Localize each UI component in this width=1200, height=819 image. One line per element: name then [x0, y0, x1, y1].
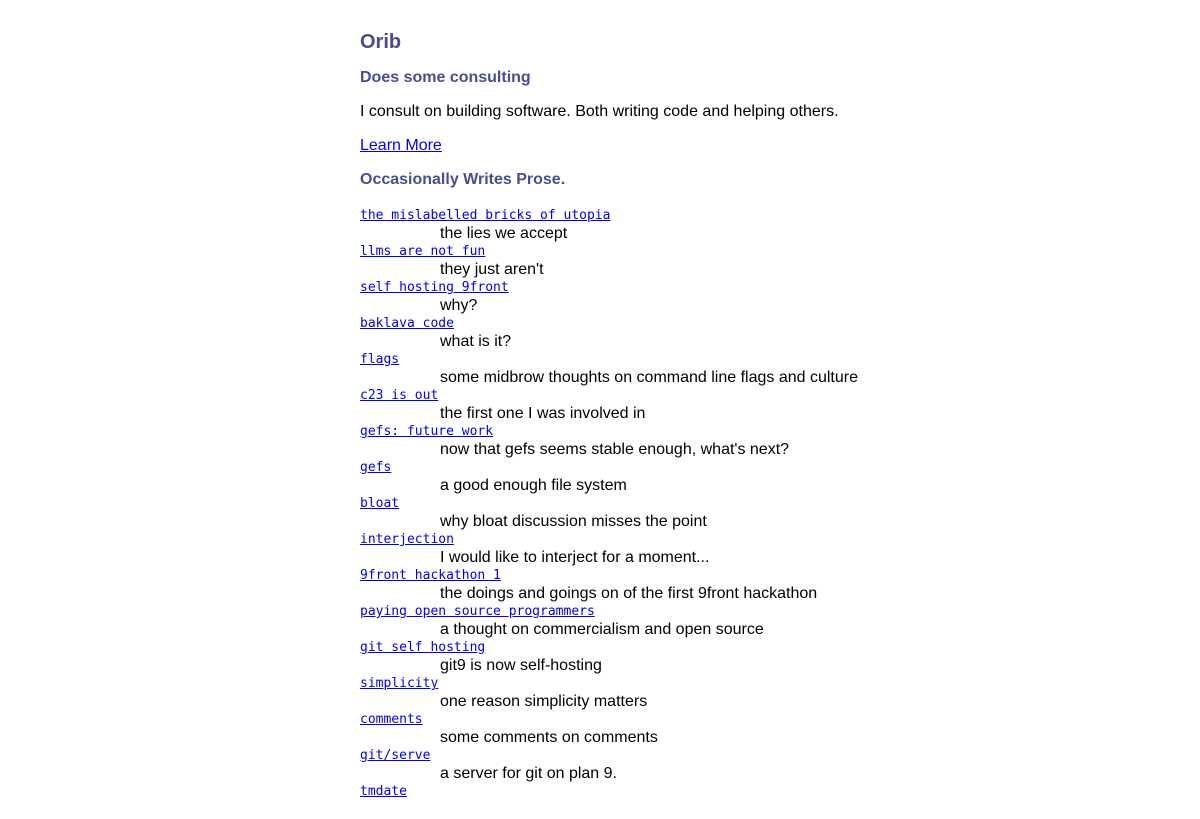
post-description: the lies we accept	[440, 225, 568, 242]
post-description: git9 is now self-hosting	[440, 657, 602, 674]
post-description: why bloat discussion misses the point	[440, 513, 707, 530]
post-title-link[interactable]: bloat	[360, 496, 400, 511]
post-title-link[interactable]: llms are not fun	[360, 244, 486, 259]
post-title-link[interactable]: gefs: future work	[360, 424, 494, 439]
prose-heading: Occasionally Writes Prose.	[360, 171, 566, 188]
post-title-link[interactable]: git/serve	[360, 748, 431, 763]
post-description: they just aren't	[440, 261, 544, 278]
post-description: the first one I was involved in	[440, 405, 646, 422]
post-description: some midbrow thoughts on command line flags and culture	[440, 369, 858, 386]
post-title-link[interactable]: comments	[360, 712, 423, 727]
post-description: a good enough file system	[440, 477, 627, 494]
post-title-link[interactable]: tmdate	[360, 784, 407, 799]
post-title-link[interactable]: paying open source programmers	[360, 604, 595, 619]
post-title-link[interactable]: 9front hackathon 1	[360, 568, 501, 583]
post-description: the doings and goings on of the first 9front hackathon	[440, 585, 818, 602]
post-title-link[interactable]: git self hosting	[360, 640, 486, 655]
post-description: one reason simplicity matters	[440, 693, 648, 710]
post-title-link[interactable]: self hosting 9front	[360, 280, 509, 295]
learn-more-link[interactable]: Learn More	[360, 137, 442, 154]
post-title-link[interactable]: flags	[360, 352, 400, 367]
post-description: a server for git on plan 9.	[440, 765, 617, 782]
post-description: a thought on commercialism and open source	[440, 621, 764, 638]
consulting-heading: Does some consulting	[360, 69, 531, 86]
post-description: now that gefs seems stable enough, what's next?	[440, 441, 790, 458]
post-description: I would like to interject for a moment...	[440, 549, 710, 566]
post-description: why?	[440, 297, 478, 314]
consulting-description: I consult on building software. Both writing code and helping others.	[360, 103, 839, 120]
post-title-link[interactable]: gefs	[360, 460, 392, 475]
post-title-link[interactable]: simplicity	[360, 676, 439, 691]
post-description: some comments on comments	[440, 729, 658, 746]
post-title-link[interactable]: the mislabelled bricks of utopia	[360, 208, 611, 223]
post-title-link[interactable]: baklava code	[360, 316, 454, 331]
post-title-link[interactable]: c23 is out	[360, 388, 439, 403]
site-title: Orib	[360, 31, 402, 53]
post-description: what is it?	[440, 333, 512, 350]
post-title-link[interactable]: interjection	[360, 532, 454, 547]
